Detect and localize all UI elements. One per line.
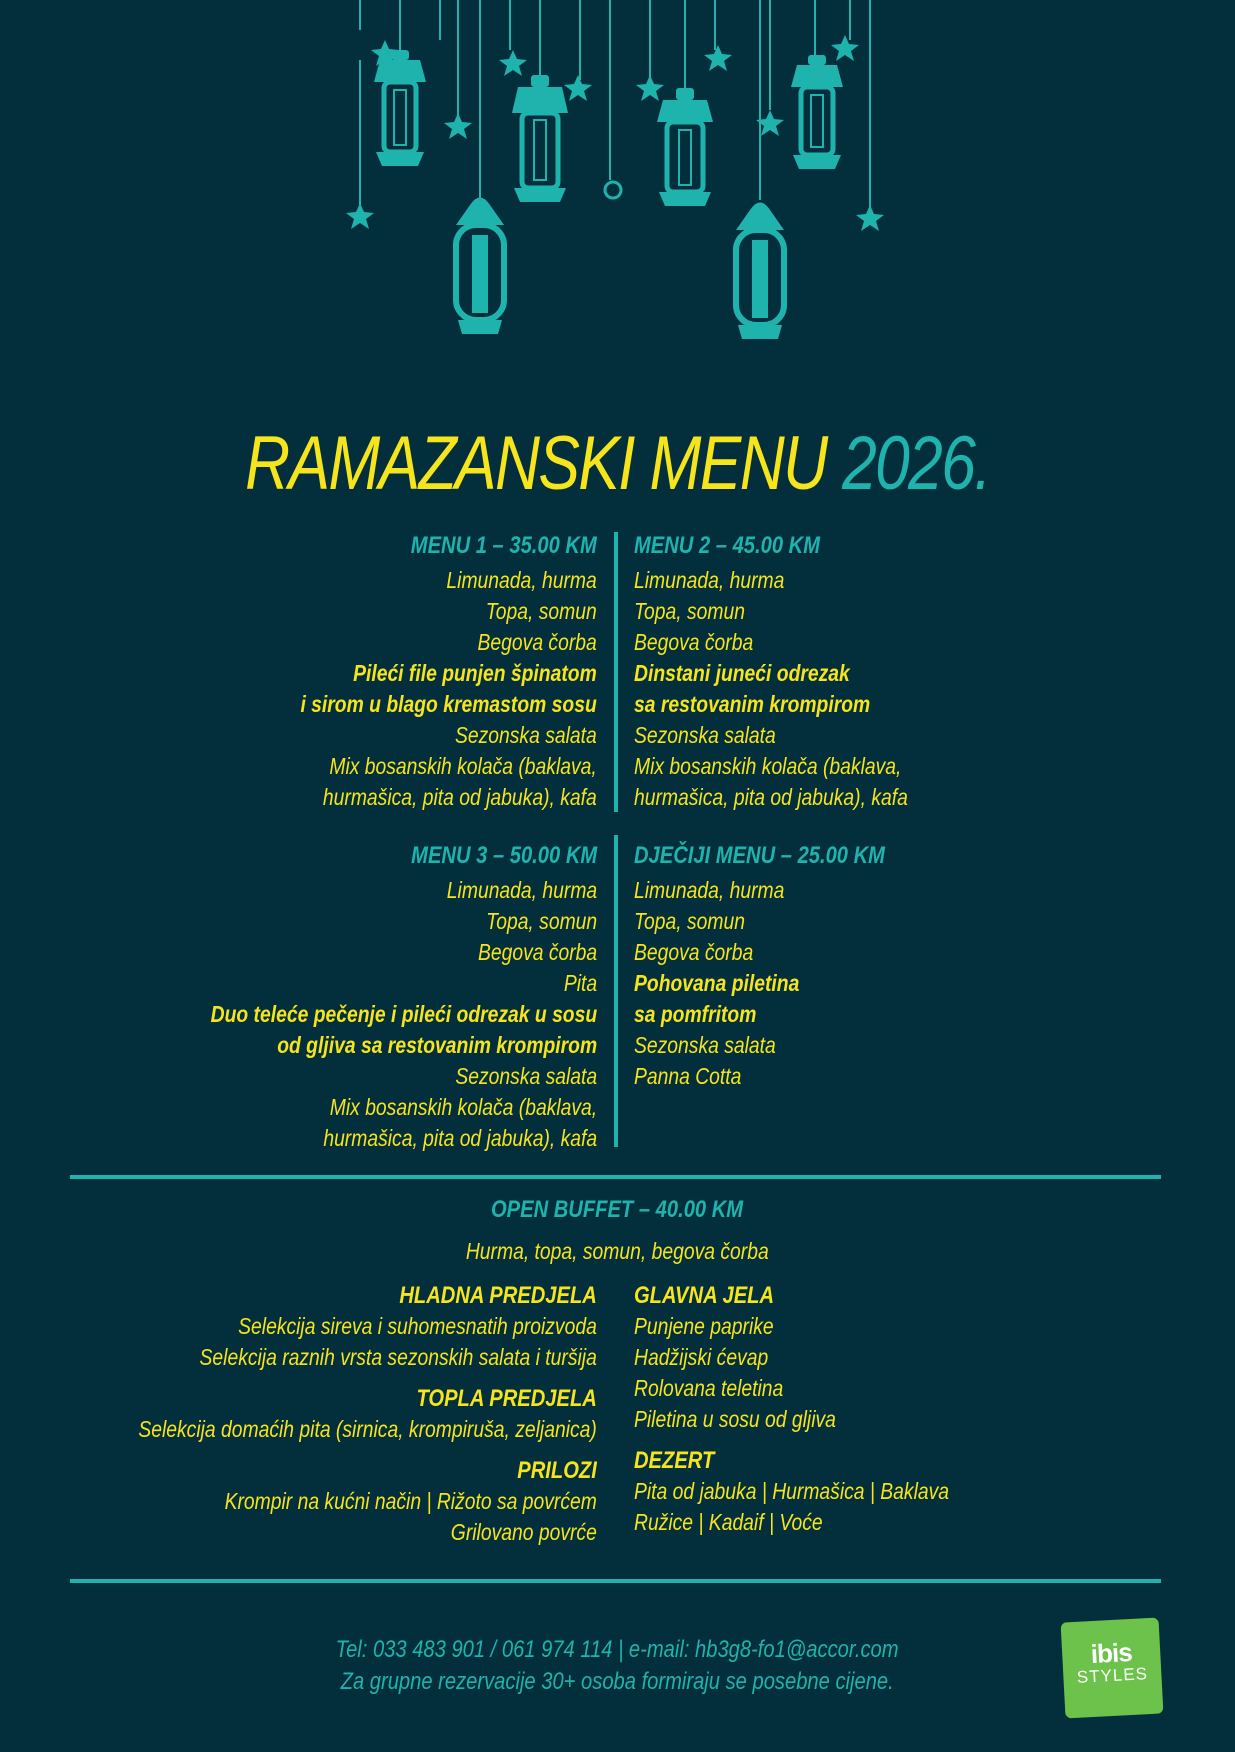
buffet-header: OPEN BUFFET – 40.00 KM [491,1196,744,1223]
menu-item: Begova čorba [477,629,597,655]
menu-item: Duo teleće pečenje i pileći odrezak u sosu [210,1001,597,1027]
menu-item: hurmašica, pita od jabuka), kafa [323,784,597,810]
divider-top [70,1175,1161,1179]
title-year: 2026. [842,421,990,506]
star-icon [831,35,859,61]
kids-menu [634,840,885,1092]
menu-item: Topa, somun [634,598,745,624]
buffet-item: Grilovano povrće [450,1519,597,1545]
hanging-lantern-icon [657,88,713,206]
column-divider [614,532,618,812]
menu-item: Dinstani juneći odrezak [634,660,850,686]
buffet-item: Pita od jabuka | Hurmašica | Baklava [634,1478,950,1504]
buffet-item: Hadžijski ćevap [634,1344,769,1370]
menu-2-header: MENU 2 – 45.00 KM [634,532,820,559]
menu-item: Sezonska salata [634,1032,776,1058]
menu-item: Pohovana piletina [634,970,800,996]
crescent-moon-icon [544,182,670,359]
menu-item: Mix bosanskih kolača (baklava, [329,1094,597,1120]
buffet-item: Piletina u sosu od gljiva [634,1406,836,1432]
menu-item: Sezonska salata [634,722,776,748]
logo-line-2: STYLES [1076,1664,1149,1687]
buffet-item: Ružice | Kadaif | Voće [634,1509,823,1535]
buffet-section-header: DEZERT [634,1447,715,1474]
buffet-item: Krompir na kućni način | Rižoto sa povrćem [224,1488,597,1514]
menu-3 [210,840,597,1154]
buffet-intro-wrap [0,1238,1235,1265]
menu-item: Limunada, hurma [446,877,597,903]
menu-item: Pita [563,970,597,996]
menu-3-header: MENU 3 – 50.00 KM [411,842,597,869]
hanging-lantern-icon [791,55,843,169]
hanging-lantern-icon [736,203,784,340]
menu-item: sa pomfritom [634,1001,757,1027]
footer-contact: Tel: 033 483 901 / 061 974 114 | e-mail: hb3g8-fo1@accor.com [336,1636,899,1663]
menu-item: Topa, somun [486,598,597,624]
buffet-section-header: PRILOZI [517,1457,597,1484]
column-divider [614,835,618,1147]
divider-bottom [70,1579,1161,1583]
buffet-header-wrap [0,1196,1235,1224]
buffet-item: Selekcija raznih vrsta sezonskih salata i turšija [199,1344,597,1370]
buffet-section-header: HLADNA PREDJELA [399,1282,597,1309]
menu-item: Limunada, hurma [634,567,785,593]
hanging-lantern-icon [456,198,504,335]
kids-menu-header: DJEČIJI MENU – 25.00 KM [634,842,885,869]
hanging-lantern-icon [512,75,568,202]
menu-item: Limunada, hurma [634,877,785,903]
star-icon [564,75,592,101]
menu-item: Begova čorba [634,629,754,655]
menu-item: sa restovanim krompirom [634,691,871,717]
logo-line-1: ibis [1090,1636,1133,1670]
menu-item: Sezonska salata [455,722,597,748]
menu-2 [634,530,908,813]
star-icon [444,113,472,139]
star-icon [346,203,374,229]
menu-item: Begova čorba [477,939,597,965]
star-icon [499,50,527,76]
buffet-intro: Hurma, topa, somun, begova čorba [466,1238,769,1264]
menu-item: hurmašica, pita od jabuka), kafa [323,1125,597,1151]
buffet-item: Selekcija sireva i suhomesnatih proizvoda [238,1313,597,1339]
menu-item: Panna Cotta [634,1063,742,1089]
buffet-item: Rolovana teletina [634,1375,784,1401]
menu-item: Mix bosanskih kolača (baklava, [329,753,597,779]
menu-item: Pileći file punjen špinatom [353,660,597,686]
hanging-lantern-icon [374,50,426,166]
star-icon [704,45,732,71]
buffet-left [139,1280,597,1548]
buffet-item: Punjene paprike [634,1313,774,1339]
menu-item: i sirom u blago kremastom sosu [300,691,597,717]
ramadan-decoration [0,0,1235,420]
title-main: RAMAZANSKI MENU [245,421,827,506]
ibis-styles-logo [1061,1618,1164,1719]
menu-item: Mix bosanskih kolača (baklava, [634,753,902,779]
menu-1-header: MENU 1 – 35.00 KM [411,532,597,559]
buffet-item: Selekcija domaćih pita (sirnica, krompiruša, zeljanica) [138,1416,597,1442]
page-title [111,420,1124,507]
buffet-section-header: GLAVNA JELA [634,1282,775,1309]
buffet-section-header: TOPLA PREDJELA [416,1385,597,1412]
menu-1 [301,530,597,813]
menu-item: Begova čorba [634,939,754,965]
footer [0,1634,1235,1698]
star-icon [636,75,664,101]
footer-note: Za grupne rezervacije 30+ osoba formiraju se posebne cijene. [340,1668,895,1695]
menu-item: Topa, somun [486,908,597,934]
menu-item: Topa, somun [634,908,745,934]
menu-item: hurmašica, pita od jabuka), kafa [634,784,908,810]
buffet-right [634,1280,949,1538]
menu-item: od gljiva sa restovanim krompirom [277,1032,597,1058]
menu-item: Limunada, hurma [446,567,597,593]
star-icon [856,205,884,231]
menu-item: Sezonska salata [455,1063,597,1089]
